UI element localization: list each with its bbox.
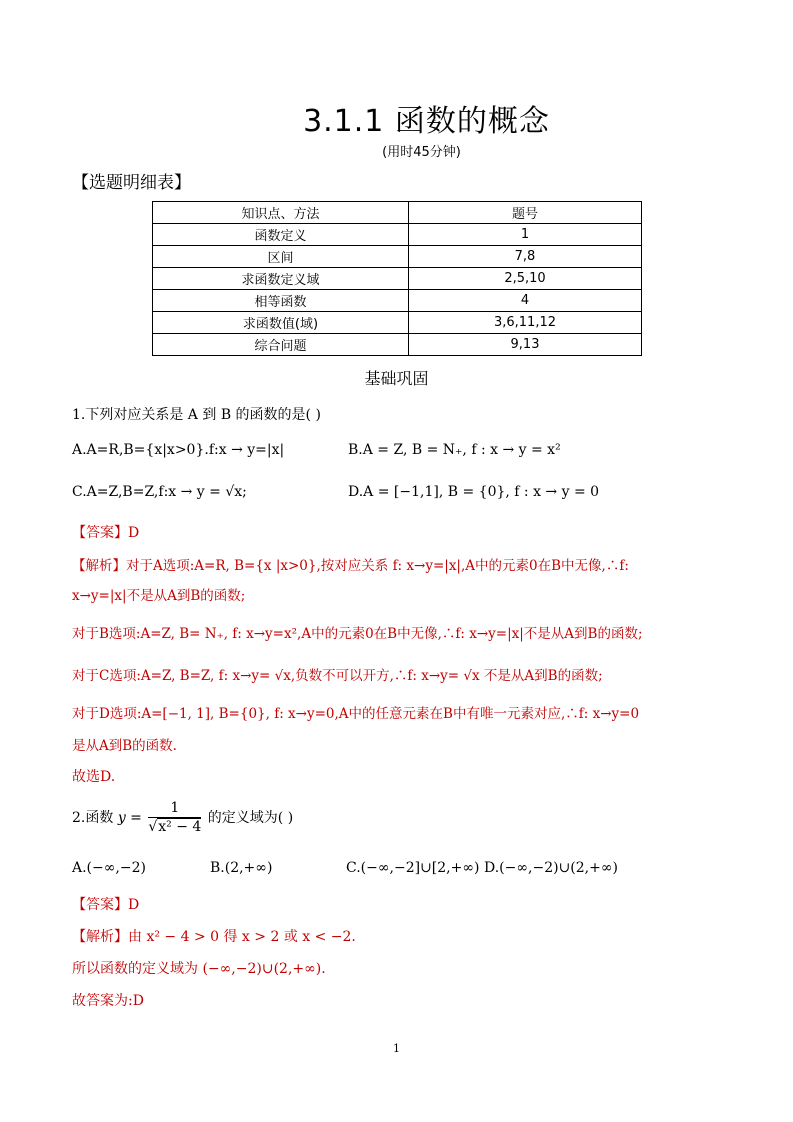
q1-option-a: A.A=R,B={x|x>0}.f:x → y=|x| [72,442,285,458]
table-cell: 函数定义 [153,224,409,246]
page-title: 3.1.1 函数的概念 [303,104,550,139]
table-header-row [153,202,642,224]
table-cell: 3,6,11,12 [409,312,642,334]
table-row [153,246,642,268]
q2-option-d: D.(−∞,−2)∪(2,+∞) [484,860,618,876]
table-cell: 求函数定义域 [153,268,409,290]
page-number: 1 [393,1042,400,1055]
page-subtitle: (用时45分钟) [382,145,461,160]
topic-table [152,201,642,356]
table-row [153,268,642,290]
q1-analysis-line: 对于D选项:A=[−1, 1], B={0}, f: x→y=0,A中的任意元素在B中有唯一元素对应,∴f: x→y=0 [72,706,640,722]
q2-option-c: C.(−∞,−2]∪[2,+∞) [346,860,480,876]
q2-fraction-radicand: x² − 4 [158,819,202,835]
table-row [153,224,642,246]
sub-section-heading: 基础巩固 [364,369,429,388]
q2-stem-suffix: 的定义域为( ) [207,810,294,826]
q2-fraction [148,800,201,836]
table-cell: 4 [409,290,642,312]
q2-stem-prefix: 2.函数 [72,810,114,826]
q1-option-c: C.A=Z,B=Z,f:x → y = √x; [72,484,247,500]
table-cell: 1 [409,224,642,246]
q2-stem-y: y = [117,810,142,826]
table-header-cell: 题号 [409,202,642,224]
q2-option-a: A.(−∞,−2) [72,860,146,876]
table-cell: 求函数值(域) [153,312,409,334]
q1-analysis-line: 【解析】对于A选项:A=R, B={x |x>0},按对应关系 f: x→y=|x|,A中的元素0在B中无像,∴f: [72,558,629,574]
table-cell: 相等函数 [153,290,409,312]
q2-answer: 【答案】D [72,897,140,913]
q1-analysis-line: 对于B选项:A=Z, B= N₊, f: x→y=x²,A中的元素0在B中无像,∴f: x→y=|x|不是从A到B的函数; [72,626,643,642]
q2-stem [72,800,293,836]
q1-answer: 【答案】D [72,525,140,541]
q2-option-b: B.(2,+∞) [210,860,273,876]
section-heading: 【选题明细表】 [72,173,191,193]
q1-analysis-line: 对于C选项:A=Z, B=Z, f: x→y= √x,负数不可以开方,∴f: x→y= √x 不是从A到B的函数; [72,668,603,684]
table-cell: 综合问题 [153,334,409,356]
table-header-cell: 知识点、方法 [153,202,409,224]
q2-analysis-line: 【解析】由 x² − 4 > 0 得 x > 2 或 x < −2. [72,929,356,945]
q1-option-b: B.A = Z, B = N₊, f : x → y = x² [348,442,561,458]
table-cell: 2,5,10 [409,268,642,290]
table-row [153,312,642,334]
q2-analysis-line: 所以函数的定义域为 (−∞,−2)∪(2,+∞). [72,961,326,977]
table-cell: 7,8 [409,246,642,268]
q1-option-d: D.A = [−1,1], B = {0}, f : x → y = 0 [348,484,600,500]
table-row [153,290,642,312]
q1-analysis-line: x→y=|x|不是从A到B的函数; [72,588,246,604]
q2-conclusion: 故答案为:D [72,993,144,1009]
q1-conclusion: 故选D. [72,769,116,785]
q2-fraction-numerator: 1 [148,800,201,818]
q2-fraction-denominator: √x² − 4 [148,819,202,835]
table-cell: 9,13 [409,334,642,356]
table-cell: 区间 [153,246,409,268]
table-row [153,334,642,356]
q1-analysis-line: 是从A到B的函数. [72,738,177,754]
q1-stem: 1.下列对应关系是 A 到 B 的函数的是( ) [72,407,321,423]
